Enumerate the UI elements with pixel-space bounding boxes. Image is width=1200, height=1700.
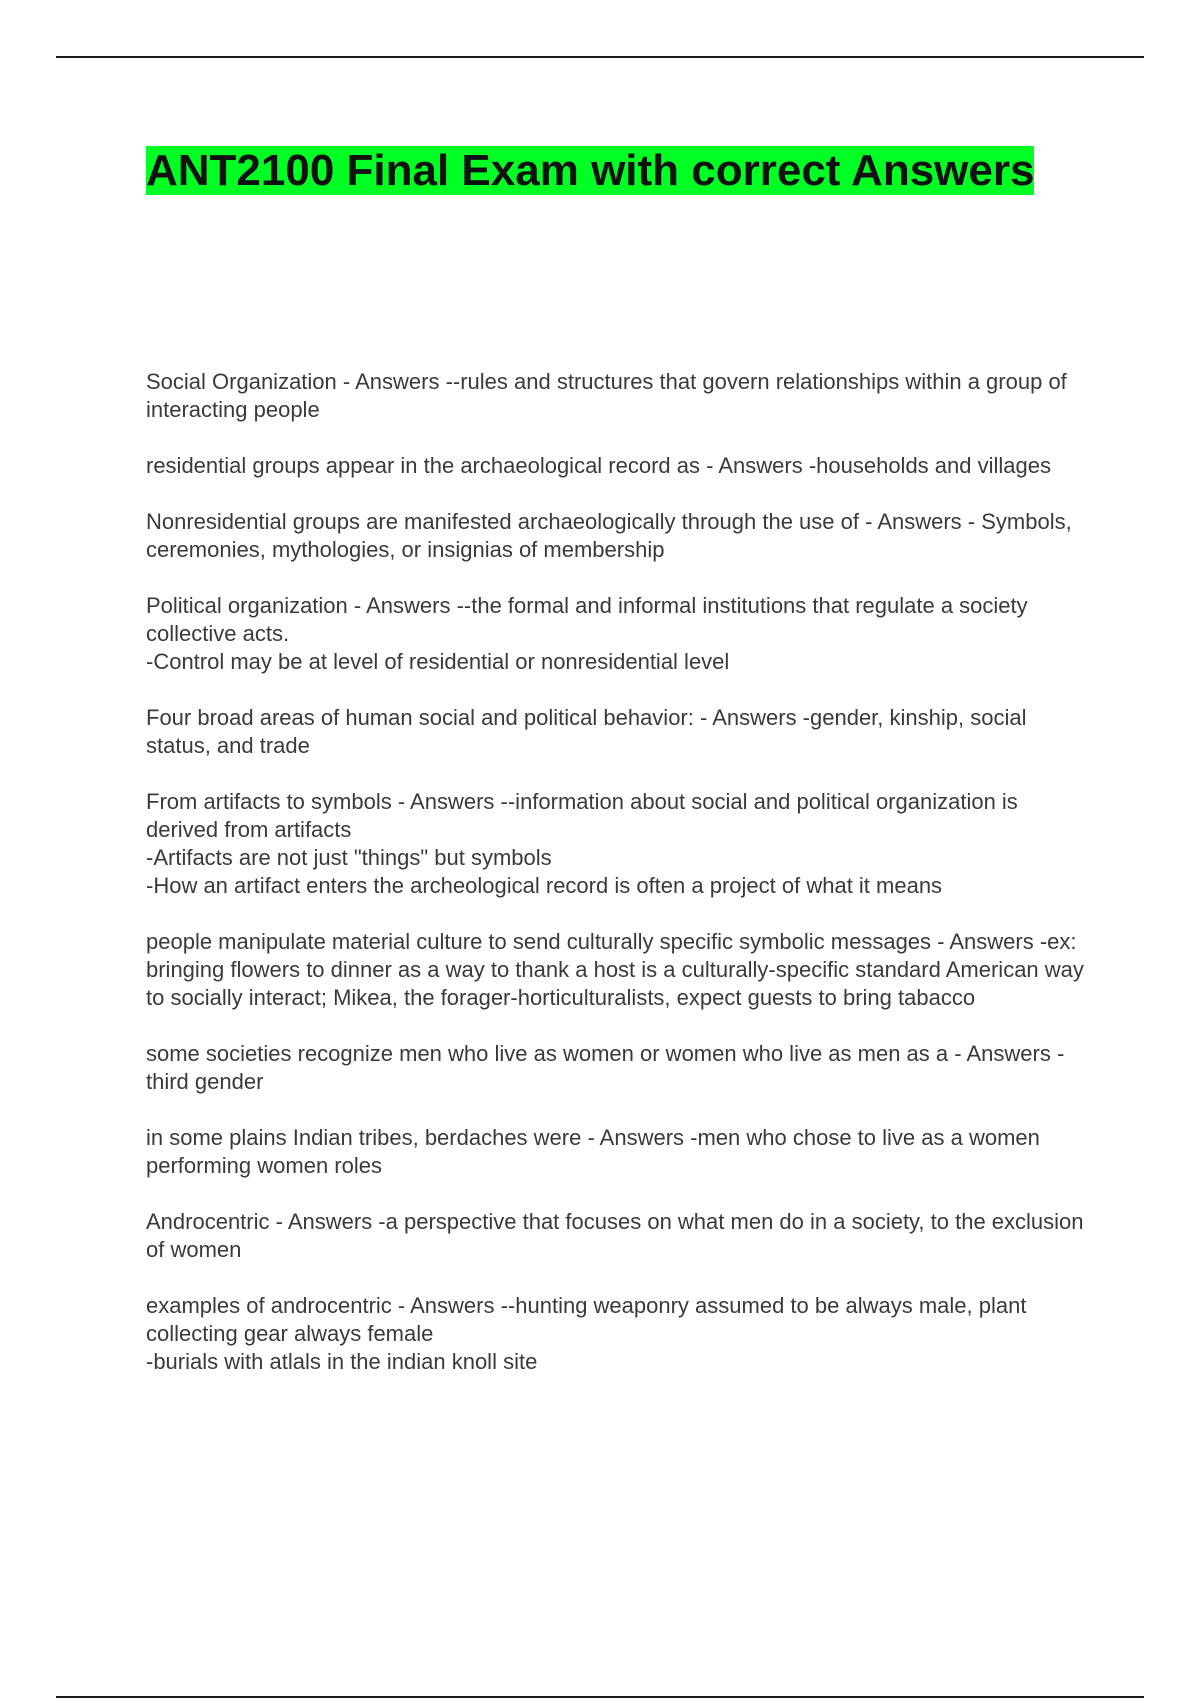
- qa-entry: [146, 452, 1086, 480]
- qa-entry: [146, 788, 1086, 900]
- qa-entry-line: residential groups appear in the archaeological record as - Answers -households and villages: [146, 453, 1051, 478]
- document-title-text: ANT2100 Final Exam with correct Answers: [146, 146, 1035, 195]
- top-rule: [56, 56, 1144, 58]
- qa-entry: [146, 704, 1086, 760]
- qa-entry-line: in some plains Indian tribes, berdaches were - Answers -men who chose to live as a women performing women roles: [146, 1125, 1047, 1178]
- qa-entry: [146, 1040, 1086, 1096]
- qa-entry-line: some societies recognize men who live as women or women who live as men as a - Answers -third gender: [146, 1041, 1065, 1094]
- qa-entry-line: examples of androcentric - Answers --hunting weaponry assumed to be always male, plant collecting gear always female: [146, 1293, 1033, 1346]
- qa-entry: [146, 928, 1091, 1012]
- qa-entry-line: Political organization - Answers --the formal and informal institutions that regulate a society collective acts.: [146, 593, 1034, 646]
- qa-entry-line: Four broad areas of human social and political behavior: - Answers -gender, kinship, social status, and trade: [146, 705, 1033, 758]
- qa-entry-line: -How an artifact enters the archeological record is often a project of what it means: [146, 873, 943, 898]
- qa-entry: [146, 1124, 1086, 1180]
- document-title: [146, 143, 1046, 198]
- qa-entry-line: Androcentric - Answers -a perspective that focuses on what men do in a society, to the exclusion of women: [146, 1209, 1090, 1262]
- qa-entry-line: people manipulate material culture to send culturally specific symbolic messages - Answers -ex: bringing flowers to dinner as a way to thank a host is a culturally-specific standard American way to socially interact; Mikea, the forager-horticulturalists, expect guests to bring tabacco: [146, 929, 1091, 1010]
- qa-entry: [146, 1208, 1090, 1264]
- qa-entry-line: Nonresidential groups are manifested archaeologically through the use of - Answers - Symbols, ceremonies, mythologies, or insignias of membership: [146, 509, 1078, 562]
- qa-entry: [146, 592, 1086, 676]
- qa-entry: [146, 508, 1086, 564]
- qa-entry-line: -burials with atlals in the indian knoll site: [146, 1349, 538, 1374]
- bottom-rule: [56, 1696, 1144, 1698]
- qa-entry-line: From artifacts to symbols - Answers --information about social and political organization is derived from artifacts: [146, 789, 1024, 842]
- qa-entry-line: -Artifacts are not just "things" but symbols: [146, 845, 552, 870]
- qa-entry-line: Social Organization - Answers --rules and structures that govern relationships within a group of interacting people: [146, 369, 1073, 422]
- qa-entry: [146, 1292, 1086, 1376]
- qa-entry: [146, 368, 1086, 424]
- qa-list: [146, 368, 1091, 1404]
- qa-entry-line: -Control may be at level of residential or nonresidential level: [146, 649, 730, 674]
